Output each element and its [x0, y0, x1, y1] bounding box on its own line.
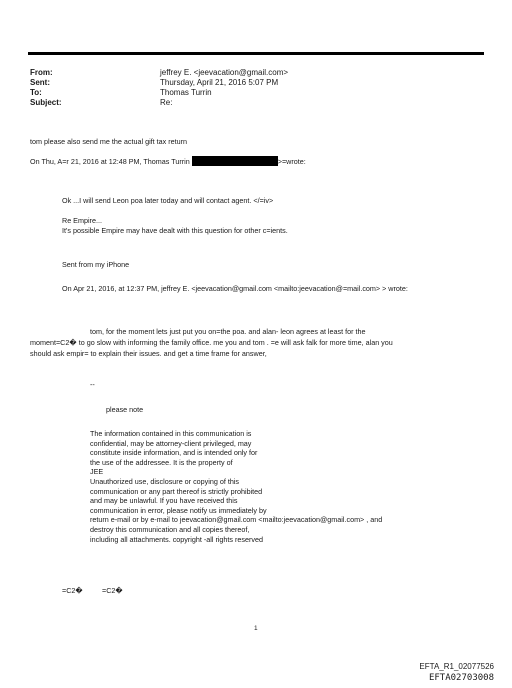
disclaimer-line: return e-mail or by e-mail to jeevacation@gmail.com <mailto:jeevacation@gmail.com> , and	[90, 515, 383, 525]
message-line-3: should ask empir= to explain their issues. and get a time frame for answer,	[30, 349, 267, 358]
bates-number-2: EFTA02703008	[428, 673, 494, 683]
page-number: 1	[254, 625, 258, 632]
message-line-2: moment=C2� to go slow with informing the family office. me you and tom . =e will ask falk for more time, alan you	[30, 338, 393, 347]
disclaimer-line: Unauthorized use, disclosure or copying of this	[90, 476, 240, 486]
to-value: Thomas Turrin	[160, 88, 212, 97]
redaction-block	[192, 156, 278, 166]
body-line-gift-tax: tom please also send me the actual gift tax return	[30, 137, 188, 146]
quote-header-suffix: >=wrote:	[277, 157, 306, 166]
bates-number-1: EFTA_R1_02077526	[419, 662, 494, 671]
disclaimer-line: including all attachments. copyright -all rights reserved	[90, 534, 263, 544]
to-label: To:	[30, 88, 42, 97]
header-rule	[28, 52, 484, 55]
quote-header-jeffrey: On Apr 21, 2016, at 12:37 PM, jeffrey E. <jeevacation@gmail.com <mailto:jeevacation@=mail.com> > wrote:	[62, 284, 408, 293]
sent-row	[30, 78, 288, 88]
disclaimer-line: destroy this communication and all copies thereof,	[90, 524, 250, 534]
re-empire-line: Re Empire...	[62, 216, 102, 225]
sent-label: Sent:	[30, 78, 50, 87]
from-value: jeffrey E. <jeevacation@gmail.com>	[160, 68, 289, 77]
subject-row	[30, 98, 288, 108]
subject-value: Re:	[160, 98, 173, 107]
encoding-artifact-2: =C2�	[102, 586, 123, 595]
sent-value: Thursday, April 21, 2016 5:07 PM	[160, 78, 279, 87]
disclaimer-line: communication or any part thereof is strictly prohibited	[90, 486, 263, 496]
from-label: From:	[30, 68, 53, 77]
from-row	[30, 68, 288, 78]
disclaimer-block	[90, 429, 450, 544]
signature-dashes: --	[90, 380, 95, 389]
to-row	[30, 88, 288, 98]
ok-line: Ok ...I will send Leon poa later today and will contact agent. </=iv>	[62, 196, 274, 205]
quote-header-prefix: On Thu, A=r 21, 2016 at 12:48 PM, Thomas Turrin	[30, 157, 190, 166]
disclaimer-line: communication in error, please notify us immediately by	[90, 505, 267, 515]
message-line-1: tom, for the moment lets just put you on=the poa. and alan- leon agrees at least for the	[90, 327, 366, 336]
subject-label: Subject:	[30, 98, 62, 107]
email-header	[30, 68, 288, 108]
disclaimer-line: JEE	[90, 467, 104, 477]
encoding-artifact-1: =C2�	[62, 586, 83, 595]
please-note: please note	[106, 405, 144, 414]
disclaimer-line: constitute inside information, and is intended only for	[90, 448, 258, 458]
disclaimer-line: and may be unlawful. If you have received this	[90, 496, 238, 506]
empire-line: It's possible Empire may have dealt with this question for other c=ients.	[62, 226, 288, 235]
disclaimer-line: the use of the addressee. It is the property of	[90, 457, 233, 467]
quote-header-turrin	[30, 156, 306, 166]
sent-from-line: Sent from my iPhone	[62, 260, 130, 269]
disclaimer-line: confidential, may be attorney-client privileged, may	[90, 438, 252, 448]
disclaimer-line: The information contained in this communication is	[90, 429, 252, 438]
